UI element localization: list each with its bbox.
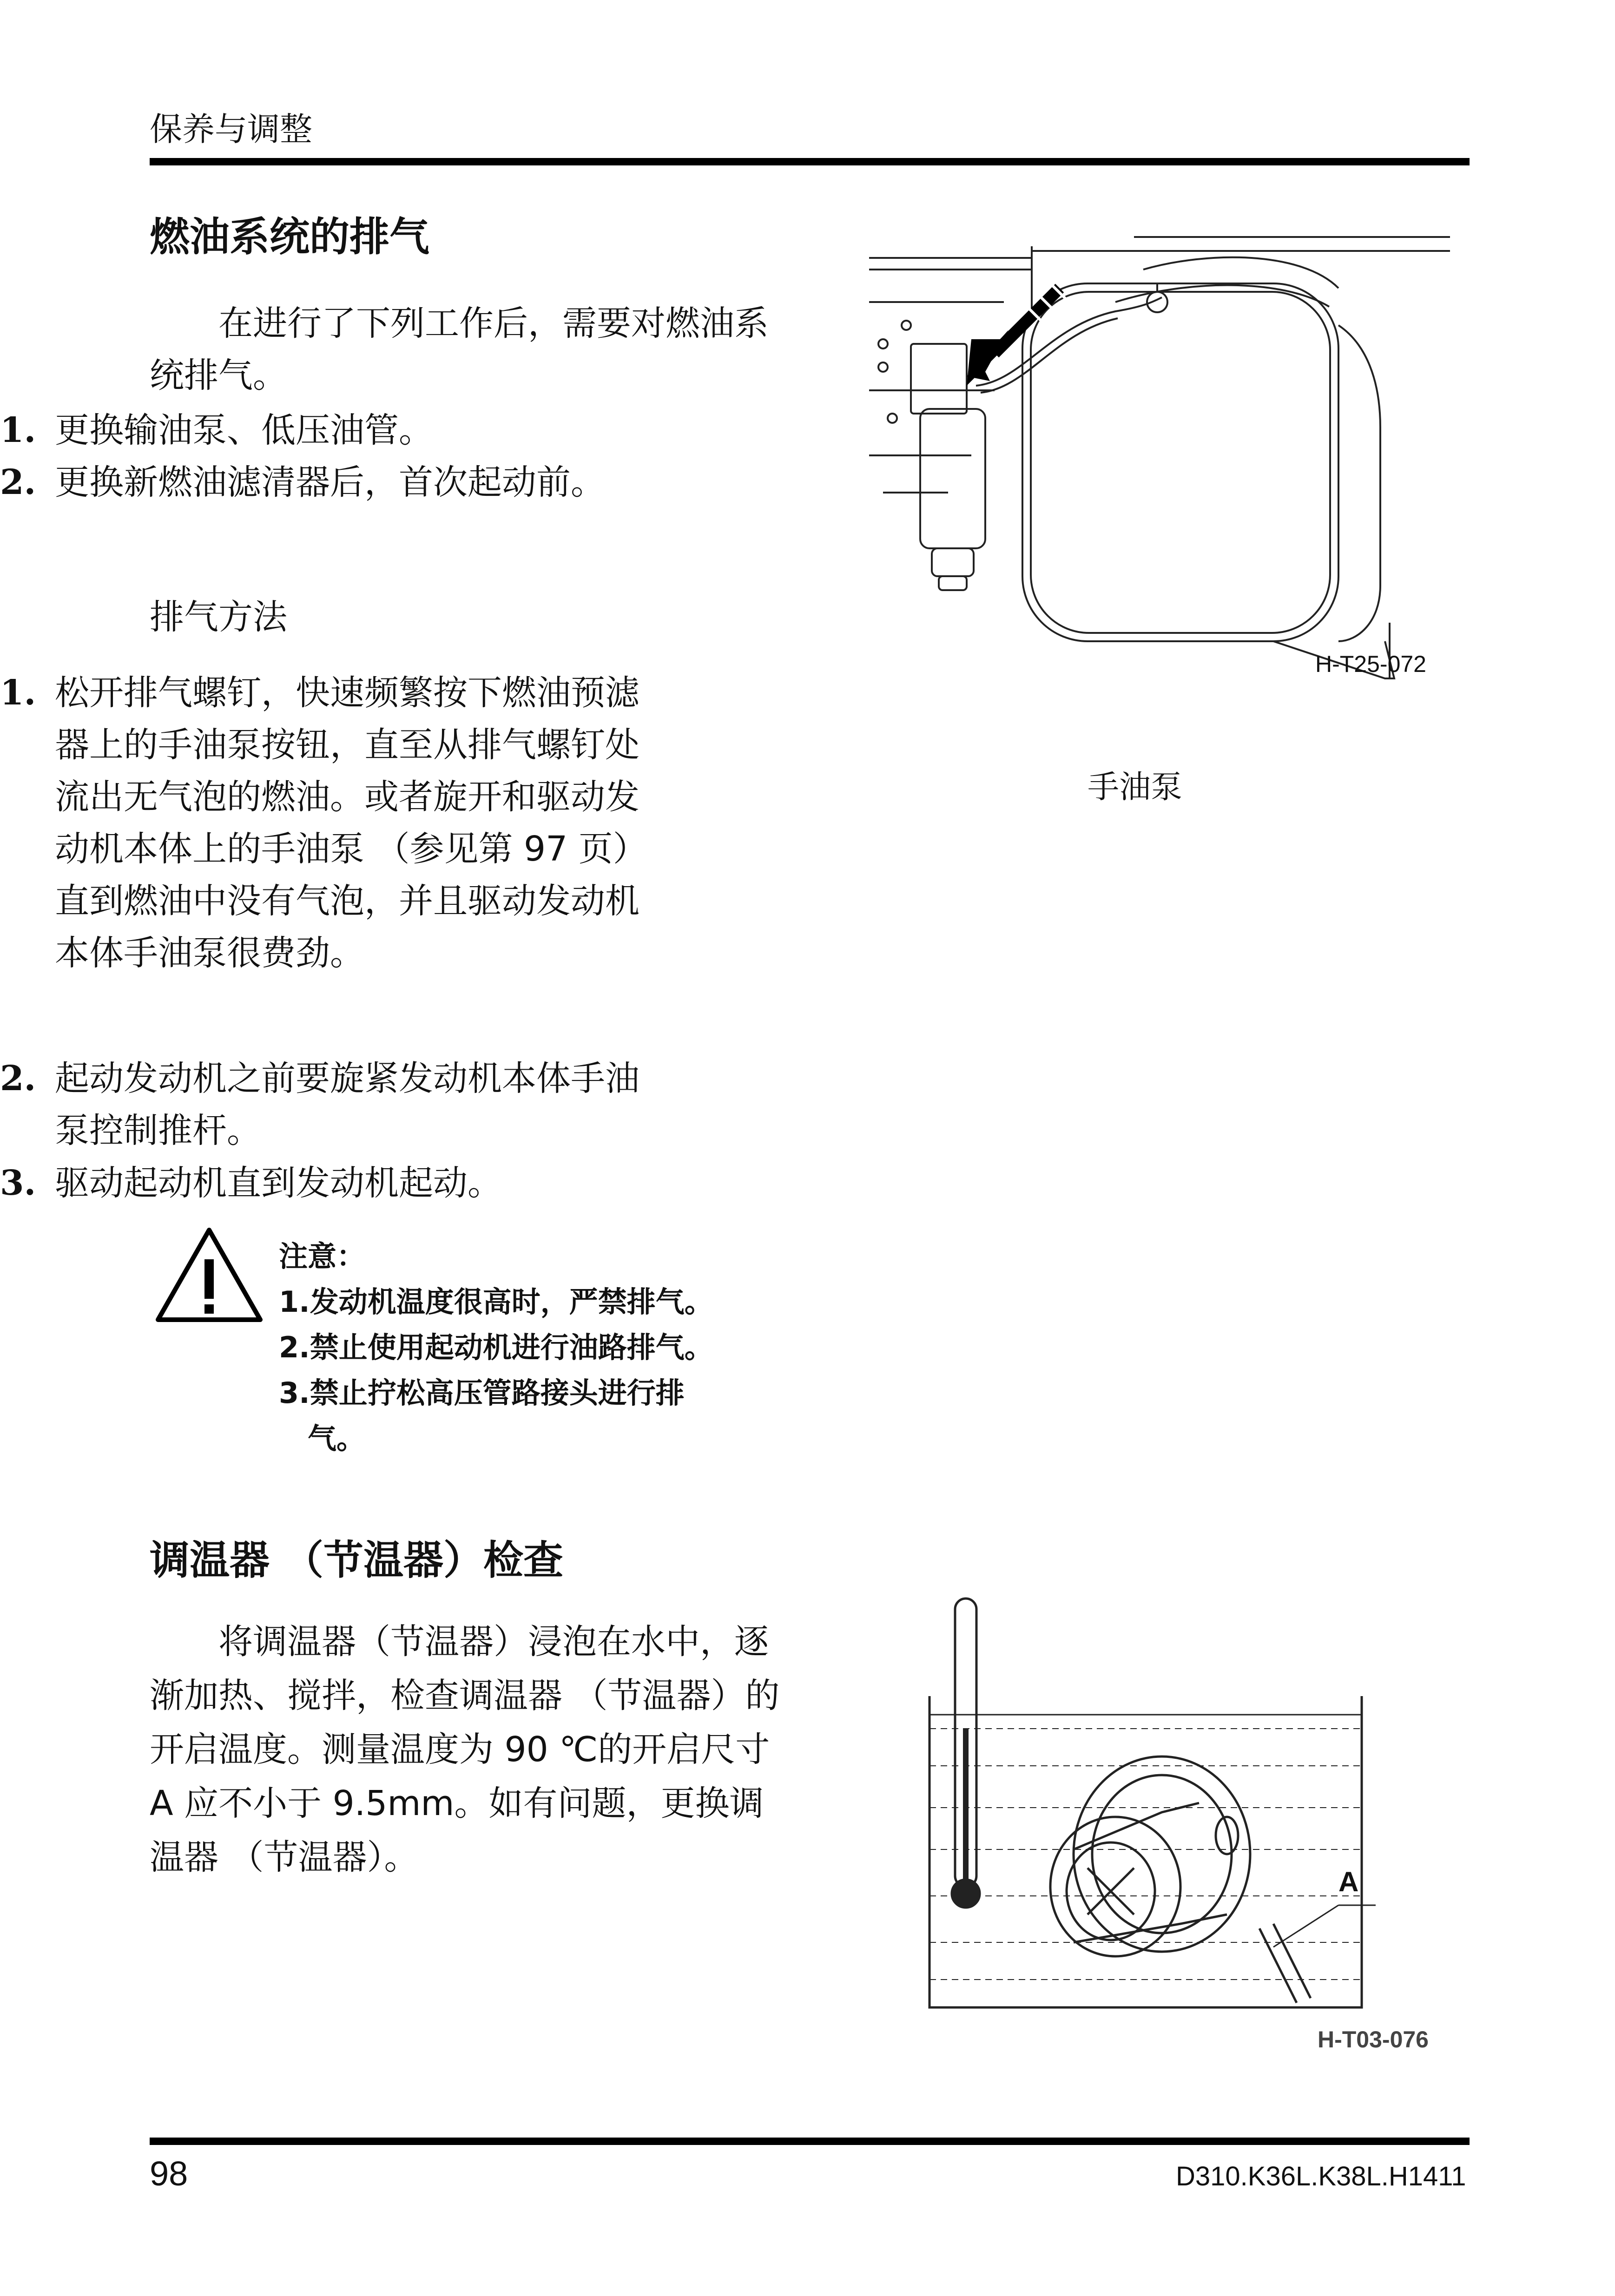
list-text: 起动发动机之前要旋紧发动机本体手油泵控制推杆。 [55, 1059, 639, 1151]
header-rule [150, 158, 1470, 165]
list-item [0, 667, 641, 979]
list-item [0, 404, 651, 456]
warning-triangle-icon [153, 1224, 265, 1327]
list-text: 更换新燃油滤清器后，首次起动前。 [55, 462, 605, 502]
warning-continuation: 气。 [308, 1421, 366, 1455]
method-heading: 排气方法 [150, 597, 287, 637]
list-text: 更换输油泵、低压油管。 [55, 410, 433, 450]
section-title-thermostat-check: 调温器 （节温器）检查 [150, 1537, 563, 1584]
section-title-fuel-bleeding: 燃油系统的排气 [150, 214, 429, 260]
warning-item: 1.发动机温度很高时，严禁排气。 [279, 1285, 713, 1319]
list-text: 松开排气螺钉，快速频繁按下燃油预滤器上的手油泵按钮，直至从排气螺钉处流出无气泡的燃油。或者旋开和驱动发动机本体上的手油泵 （参见第 97 页）直到燃油中没有气泡，并且驱动发动机本体手油泵很费劲。 [55, 673, 639, 973]
list-number: 2. [0, 462, 36, 502]
list-item [0, 1157, 651, 1209]
header-title: 保养与调整 [150, 110, 312, 148]
figure-code: H-T03-076 [1318, 2026, 1429, 2053]
list-item [0, 456, 637, 508]
warning-item: 3.禁止拧松高压管路接头进行排 [279, 1376, 685, 1410]
list-number: 2. [0, 1059, 36, 1099]
page-number: 98 [150, 2154, 188, 2193]
list-number: 1. [0, 673, 36, 713]
figure-caption: 手油泵 [1088, 769, 1183, 806]
fuel-tank-hand-pump-illustration [855, 232, 1459, 702]
document-code: D310.K36L.K38L.H1411 [1176, 2161, 1466, 2191]
warning-block [279, 1234, 799, 1461]
list-item [0, 1053, 641, 1157]
warning-heading: 注意： [279, 1239, 366, 1273]
thermostat-paragraph: 将调温器（节温器）浸泡在水中，逐渐加热、搅拌，检查调温器 （节温器）的开启温度。测量温度为 90 ℃的开启尺寸 A 应不小于 9.5mm。如有问题，更换调温器 （节温器）。 [150, 1622, 780, 1877]
footer-rule [150, 2138, 1470, 2145]
figure-code: H-T25-072 [1315, 651, 1426, 677]
list-number: 1. [0, 410, 36, 450]
dimension-a-label: A [1338, 1866, 1359, 1897]
list-text: 驱动起动机直到发动机起动。 [55, 1163, 502, 1203]
list-number: 3. [0, 1163, 36, 1203]
warning-item: 2.禁止使用起动机进行油路排气。 [279, 1330, 713, 1364]
intro-paragraph: 在进行了下列工作后，需要对燃油系统排气。 [150, 303, 769, 395]
thermostat-water-test-illustration [920, 1589, 1394, 2031]
